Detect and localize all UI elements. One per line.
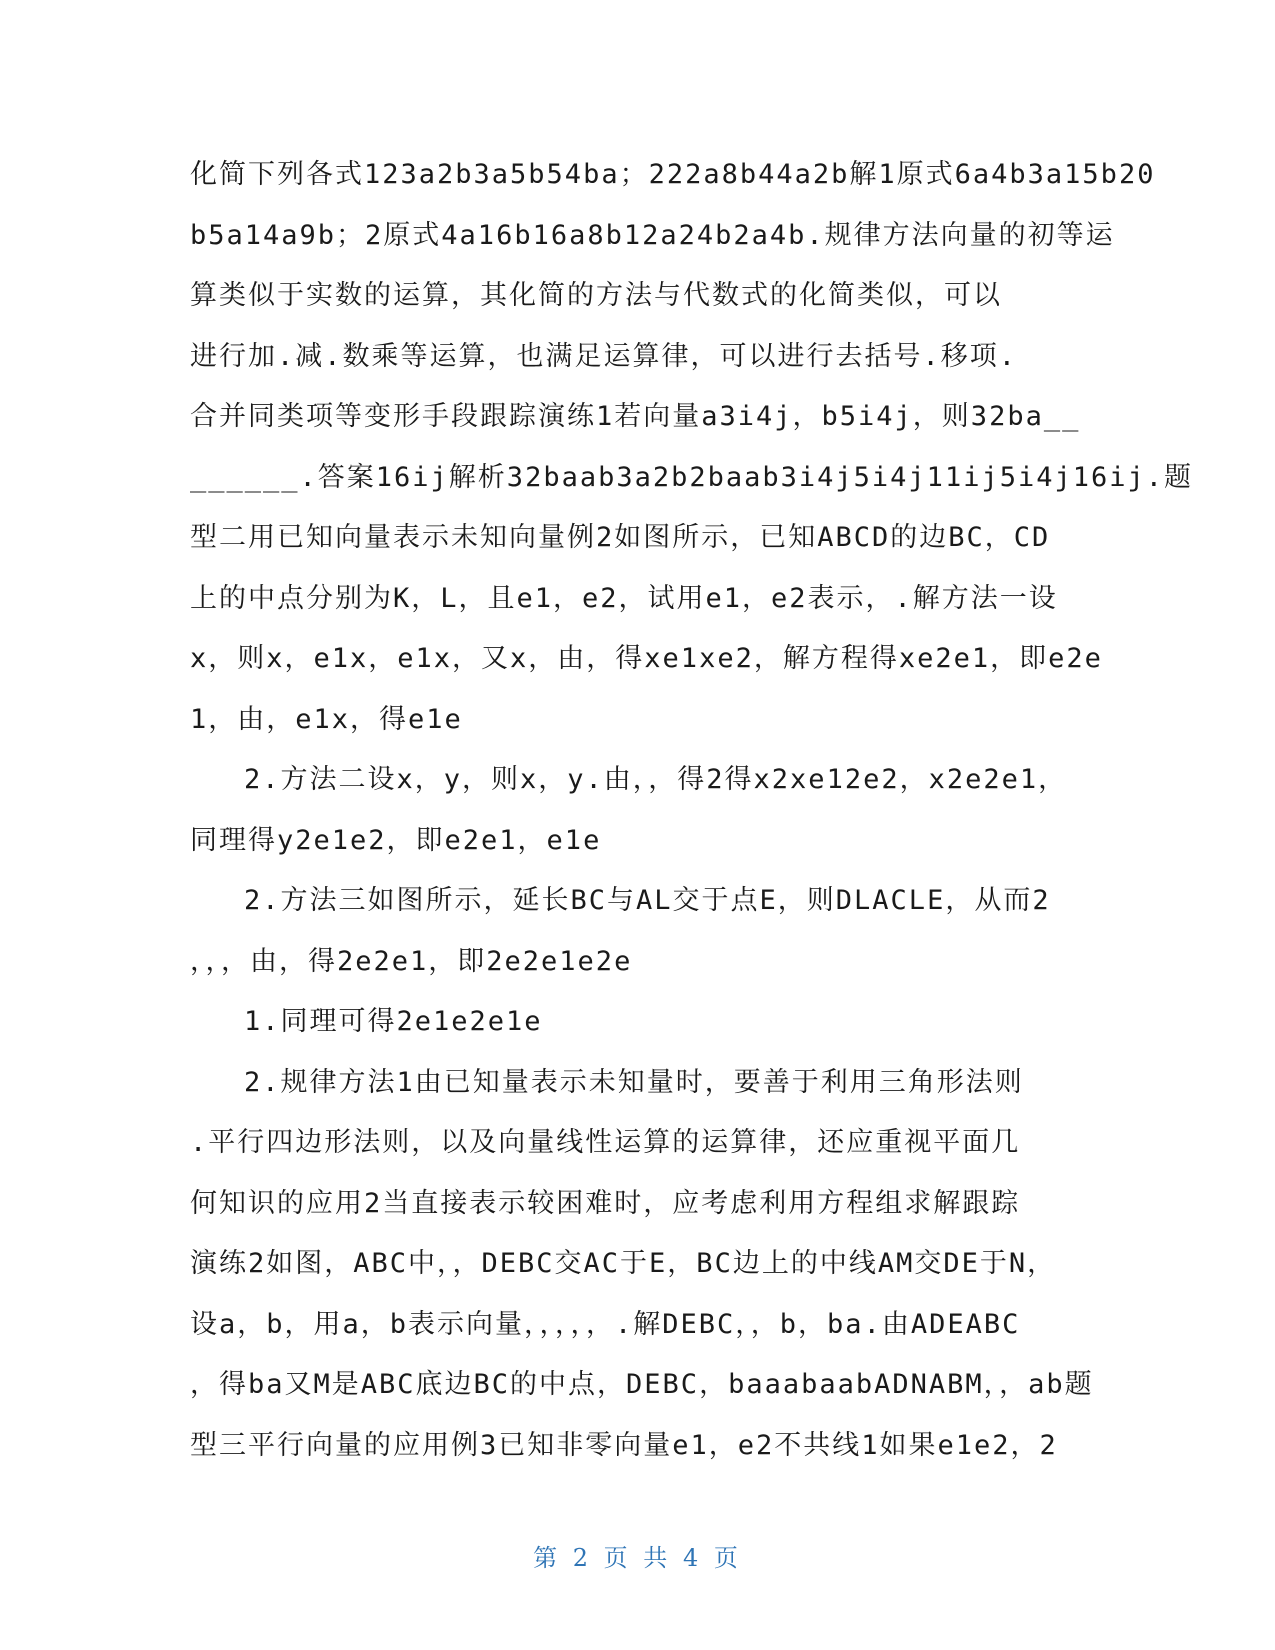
text-line: 同理得y2e1e2，即e2e1，e1e (190, 824, 602, 856)
text-line: 化简下列各式123a2b3a5b54ba；222a8b44a2b解1原式6a4b3a15b20 (190, 159, 1156, 190)
text-line: 1.同理可得2e1e2e1e (244, 1006, 543, 1037)
text-line: 何知识的应用2当直接表示较困难时，应考虑利用方程组求解跟踪 (190, 1187, 1021, 1219)
text-line: 2.规律方法1由已知量表示未知量时，要善于利用三角形法则 (244, 1066, 1024, 1098)
text-line: 算类似于实数的运算，其化简的方法与代数式的化简类似，可以 (190, 280, 1002, 311)
text-line: 设a，b，用a，b表示向量，，，，，.解DEBC，，b，ba.由ADEABC (190, 1308, 1021, 1340)
text-line: 2.方法三如图所示，延长BC与AL交于点E，则DLACLE，从而2 (244, 885, 1051, 916)
text-line: ______.答案16ij解析32baab3a2b2baab3i4j5i4j11ij5i4j16ij.题 (190, 461, 1194, 493)
text-line: ，，，由，得2e2e1，即2e2e1e2e (190, 945, 633, 977)
page-footer: 第 2 页 共 4 页 (533, 1544, 742, 1572)
text-line: .平行四边形法则，以及向量线性运算的运算律，还应重视平面几 (190, 1127, 1021, 1158)
text-line: 进行加.减.数乘等运算，也满足运算律，可以进行去括号.移项. (190, 340, 1018, 372)
text-line: 型三平行向量的应用例3已知非零向量e1，e2不共线1如果e1e2，2 (190, 1429, 1058, 1461)
text-line: ，得ba又M是ABC底边BC的中点，DEBC，baaabaabADNABM，，ab题 (190, 1369, 1094, 1400)
text-line: 型二用已知向量表示未知向量例2如图所示，已知ABCD的边BC，CD (190, 522, 1051, 553)
text-line: b5a14a9b；2原式4a16b16a8b12a24b2a4b.规律方法向量的初等运 (190, 219, 1115, 251)
text-line: 1，由，e1x，得e1e (190, 703, 463, 735)
document-body (190, 145, 1194, 1476)
text-line: 合并同类项等变形手段跟踪演练1若向量a3i4j，b5i4j，则32ba__ (190, 401, 1081, 432)
text-line: 上的中点分别为K，L，且e1，e2，试用e1，e2表示，.解方法一设 (190, 582, 1058, 614)
text-line: 2.方法二设x，y，则x，y.由，，得2得x2xe12e2，x2e2e1， (244, 764, 1068, 795)
text-line: x，则x，e1x，e1x，又x，由，得xe1xe2，解方程得xe2e1，即e2e (190, 643, 1103, 674)
text-line: 演练2如图，ABC中，，DEBC交AC于E，BC边上的中线AM交DE于N， (190, 1248, 1057, 1279)
